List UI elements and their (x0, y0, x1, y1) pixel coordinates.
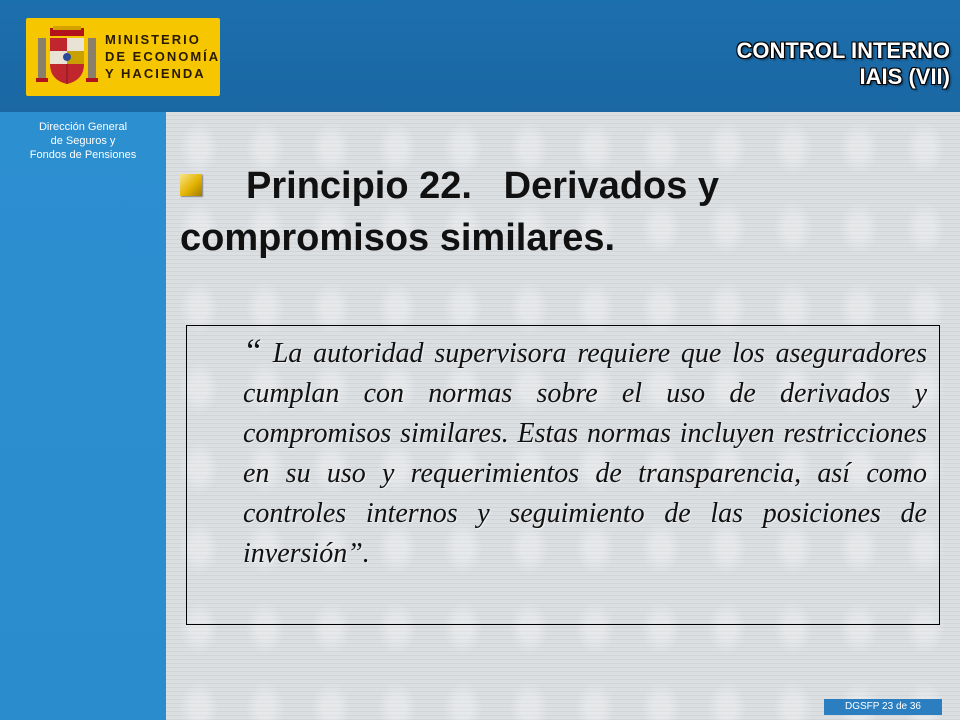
dept-line-2: de Seguros y (50, 135, 116, 147)
logo-line-1: MINISTERIO (105, 32, 201, 47)
header-title-line-1: CONTROL INTERNO (736, 38, 950, 63)
page-number-badge: DGSFP 23 de 36 (824, 699, 942, 715)
dept-line-3: Fondos de Pensiones (29, 149, 137, 161)
logo-line-2: DE ECONOMÍA (105, 49, 221, 64)
sidebar (0, 112, 166, 720)
quote-text (243, 332, 927, 574)
quote-box (186, 325, 940, 625)
department-name (0, 120, 166, 162)
heading-text: Principio 22. Derivados y compromisos similares. (180, 165, 730, 259)
open-quote-mark: “ (243, 333, 262, 370)
quote-body: La autoridad supervisora requiere que los aseguradores cumplan con normas sobre el uso de derivados y compromisos similares. Estas normas incluyen restricciones en su uso y requerimientos de transparencia, así como controles internos y seguimiento de las posiciones de inversión”. (243, 338, 927, 569)
coat-of-arms-icon (36, 26, 98, 88)
ministry-logo-text (105, 31, 220, 82)
square-bullet-icon (180, 174, 202, 196)
ministry-logo (26, 18, 220, 96)
logo-line-3: Y HACIENDA (105, 66, 206, 81)
dept-line-1: Dirección General (38, 121, 128, 133)
slide-heading (180, 160, 940, 264)
slide-header-title (737, 38, 950, 90)
header-title-line-2: IAIS (VII) (859, 64, 950, 89)
